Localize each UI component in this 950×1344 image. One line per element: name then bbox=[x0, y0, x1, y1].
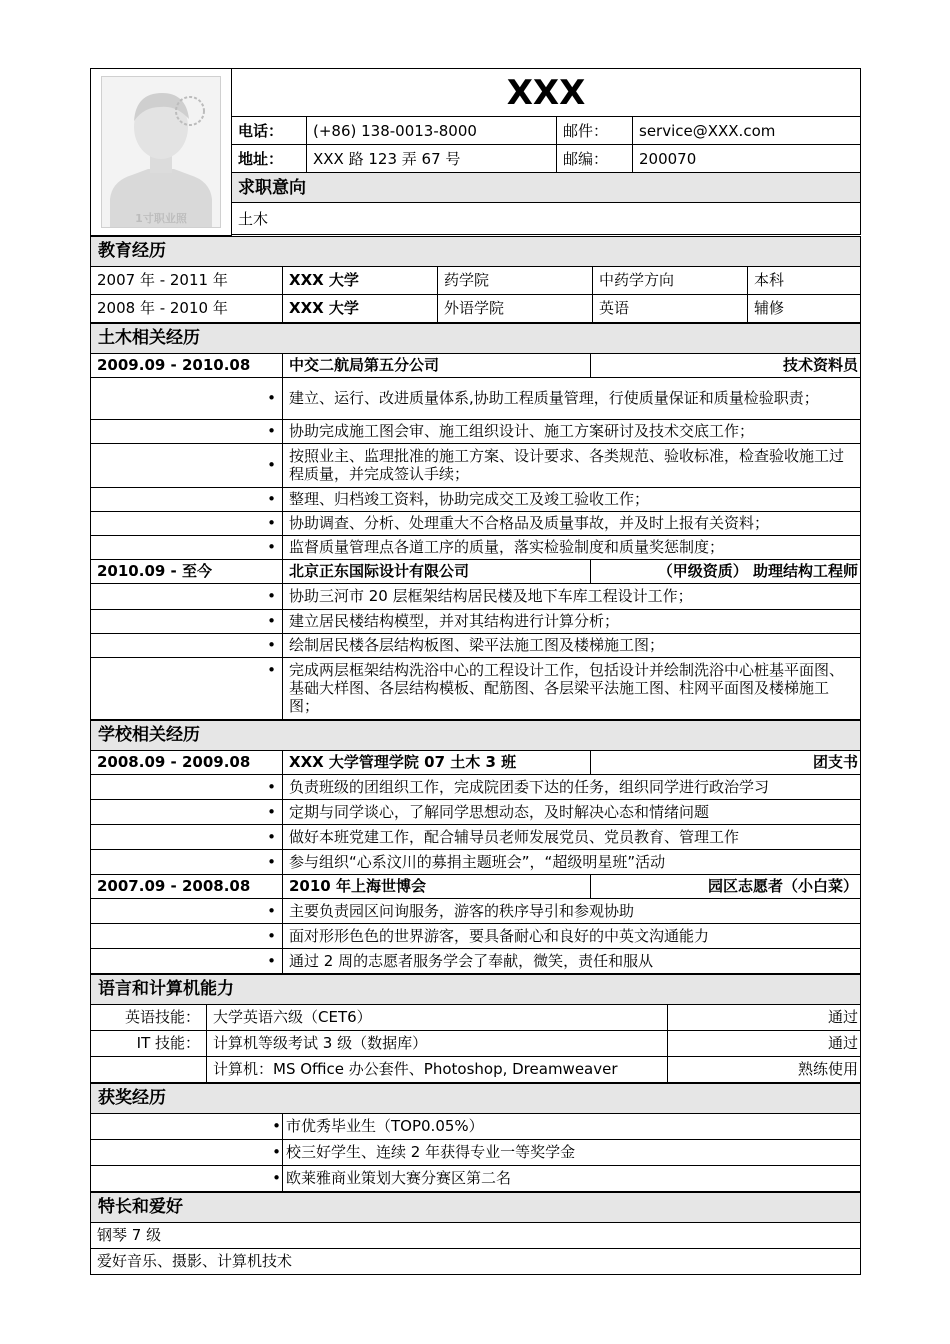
candidate-name: XXX bbox=[232, 69, 861, 117]
education-degree: 辅修 bbox=[748, 294, 861, 322]
email-value: service@XXX.com bbox=[633, 117, 861, 145]
awards-title: 获奖经历 bbox=[91, 1083, 861, 1113]
bullet-icon: • bbox=[91, 609, 283, 633]
resume bbox=[90, 68, 860, 1275]
school-role: 园区志愿者（小白菜） bbox=[591, 874, 861, 898]
job-header bbox=[91, 559, 861, 583]
school-duty: 定期与同学谈心，了解同学思想动态，及时解决心态和情绪问题 bbox=[283, 799, 861, 824]
school-role: 团支书 bbox=[591, 750, 861, 774]
school-duty: 做好本班党建工作，配合辅导员老师发展党员、党员教育、管理工作 bbox=[283, 824, 861, 849]
bullet-icon: • bbox=[91, 824, 283, 849]
school-header bbox=[91, 874, 861, 898]
skill-label bbox=[91, 1056, 207, 1082]
education-degree: 本科 bbox=[748, 266, 861, 294]
skill-row bbox=[91, 1030, 861, 1056]
photo-placeholder bbox=[101, 76, 221, 228]
bullet-icon: • bbox=[91, 487, 283, 511]
school-header bbox=[91, 750, 861, 774]
job-position: 技术资料员 bbox=[591, 353, 861, 377]
education-major: 中药学方向 bbox=[593, 266, 748, 294]
job-position: （甲级资质） 助理结构工程师 bbox=[591, 559, 861, 583]
school-duty: 负责班级的团组织工作，完成院团委下达的任务，组织同学进行政治学习 bbox=[283, 774, 861, 799]
skill-label: IT 技能： bbox=[91, 1030, 207, 1056]
school-period: 2007.09 - 2008.08 bbox=[91, 874, 283, 898]
education-row bbox=[91, 266, 861, 294]
skill-label: 英语技能： bbox=[91, 1004, 207, 1030]
avatar-silhouette-icon bbox=[102, 77, 220, 227]
job-duty: 绘制居民楼各层结构板图、梁平法施工图及楼梯施工图； bbox=[283, 633, 861, 657]
job-duty: 协助三河市 20 层框架结构居民楼及地下车库工程设计工作； bbox=[283, 583, 861, 609]
award-item: 校三好学生、连续 2 年获得专业一等奖学金 bbox=[283, 1139, 861, 1165]
school-period: 2008.09 - 2009.08 bbox=[91, 750, 283, 774]
email-label: 邮件： bbox=[557, 117, 633, 145]
job-duty: 建立居民楼结构模型，并对其结构进行计算分析； bbox=[283, 609, 861, 633]
hobby-item: 钢琴 7 级 bbox=[91, 1222, 861, 1248]
job-duty: 协助调查、分析、处理重大不合格品及质量事故，并及时上报有关资料； bbox=[283, 511, 861, 535]
skill-level: 通过 bbox=[668, 1030, 861, 1056]
awards-table bbox=[90, 1083, 861, 1192]
hobbies-table bbox=[90, 1192, 861, 1275]
education-period: 2008 年 - 2010 年 bbox=[91, 294, 283, 322]
bullet-icon: • bbox=[91, 377, 283, 419]
education-table bbox=[90, 236, 861, 323]
job-duty: 协助完成施工图会审、施工组织设计、施工方案研讨及技术交底工作； bbox=[283, 419, 861, 443]
education-school: XXX 大学 bbox=[283, 266, 438, 294]
job-duty: 完成两层框架结构洗浴中心的工程设计工作，包括设计并绘制洗浴中心桩基平面图、基础大样图、各层结构模板、配筋图、各层梁平法施工图、柱网平面图及楼梯施工图； bbox=[283, 657, 861, 719]
phone-value: (+86) 138-0013-8000 bbox=[307, 117, 557, 145]
job-period: 2010.09 - 至今 bbox=[91, 559, 283, 583]
education-major: 英语 bbox=[593, 294, 748, 322]
skill-level: 通过 bbox=[668, 1004, 861, 1030]
address-label: 地址： bbox=[232, 145, 307, 173]
award-item: 市优秀毕业生（TOP0.05%） bbox=[283, 1113, 861, 1139]
skills-table bbox=[90, 974, 861, 1083]
bullet-icon: • bbox=[91, 657, 283, 719]
bullet-icon: • bbox=[91, 633, 283, 657]
work-table bbox=[90, 323, 861, 720]
bullet-icon: • bbox=[91, 1139, 283, 1165]
skill-level: 熟练使用 bbox=[668, 1056, 861, 1082]
bullet-icon: • bbox=[91, 535, 283, 559]
bullet-icon: • bbox=[91, 583, 283, 609]
bullet-icon: • bbox=[91, 1165, 283, 1191]
header-table bbox=[90, 68, 861, 236]
skills-title: 语言和计算机能力 bbox=[91, 974, 861, 1004]
education-school: XXX 大学 bbox=[283, 294, 438, 322]
photo-caption: 1寸职业照 bbox=[135, 211, 187, 225]
job-duty: 监督质量管理点各道工序的质量，落实检验制度和质量奖惩制度； bbox=[283, 535, 861, 559]
school-duty: 通过 2 周的志愿者服务学会了奉献，微笑，责任和服从 bbox=[283, 948, 861, 973]
objective-title: 求职意向 bbox=[232, 173, 861, 203]
education-college: 外语学院 bbox=[438, 294, 593, 322]
school-table bbox=[90, 720, 861, 974]
hobbies-title: 特长和爱好 bbox=[91, 1192, 861, 1222]
job-header bbox=[91, 353, 861, 377]
school-duty: 主要负责园区问询服务，游客的秩序导引和参观协助 bbox=[283, 898, 861, 923]
job-period: 2009.09 - 2010.08 bbox=[91, 353, 283, 377]
job-company: 北京正东国际设计有限公司 bbox=[283, 559, 591, 583]
education-period: 2007 年 - 2011 年 bbox=[91, 266, 283, 294]
job-duty: 建立、运行、改进质量体系,协助工程质量管理，行使质量保证和质量检验职责； bbox=[283, 377, 861, 419]
skill-content: 计算机：MS Office 办公套件、Photoshop, Dreamweaver bbox=[207, 1056, 668, 1082]
bullet-icon: • bbox=[91, 923, 283, 948]
education-row bbox=[91, 294, 861, 322]
award-item: 欧莱雅商业策划大赛分赛区第二名 bbox=[283, 1165, 861, 1191]
zip-value: 200070 bbox=[633, 145, 861, 173]
bullet-icon: • bbox=[91, 443, 283, 487]
education-college: 药学院 bbox=[438, 266, 593, 294]
bullet-icon: • bbox=[91, 1113, 283, 1139]
bullet-icon: • bbox=[91, 849, 283, 874]
school-duty: 面对形形色色的世界游客，要具备耐心和良好的中英文沟通能力 bbox=[283, 923, 861, 948]
job-duty: 整理、归档竣工资料，协助完成交工及竣工验收工作； bbox=[283, 487, 861, 511]
bullet-icon: • bbox=[91, 799, 283, 824]
bullet-icon: • bbox=[91, 948, 283, 973]
school-title: 学校相关经历 bbox=[91, 720, 861, 750]
job-company: 中交二航局第五分公司 bbox=[283, 353, 591, 377]
bullet-icon: • bbox=[91, 419, 283, 443]
objective-value: 土木 bbox=[232, 203, 861, 235]
address-value: XXX 路 123 弄 67 号 bbox=[307, 145, 557, 173]
school-org: 2010 年上海世博会 bbox=[283, 874, 591, 898]
zip-label: 邮编： bbox=[557, 145, 633, 173]
skill-content: 大学英语六级（CET6） bbox=[207, 1004, 668, 1030]
skill-row bbox=[91, 1056, 861, 1082]
photo-cell bbox=[91, 69, 232, 236]
bullet-icon: • bbox=[91, 898, 283, 923]
school-duty: 参与组织“心系汶川的募捐主题班会”，“超级明星班”活动 bbox=[283, 849, 861, 874]
hobby-item: 爱好音乐、摄影、计算机技术 bbox=[91, 1248, 861, 1274]
phone-label: 电话： bbox=[232, 117, 307, 145]
skill-content: 计算机等级考试 3 级（数据库） bbox=[207, 1030, 668, 1056]
bullet-icon: • bbox=[91, 774, 283, 799]
job-duty: 按照业主、监理批准的施工方案、设计要求、各类规范、验收标准，检查验收施工过程质量，并完成签认手续； bbox=[283, 443, 861, 487]
school-org: XXX 大学管理学院 07 土木 3 班 bbox=[283, 750, 591, 774]
work-title: 土木相关经历 bbox=[91, 323, 861, 353]
education-title: 教育经历 bbox=[91, 236, 861, 266]
skill-row bbox=[91, 1004, 861, 1030]
bullet-icon: • bbox=[91, 511, 283, 535]
